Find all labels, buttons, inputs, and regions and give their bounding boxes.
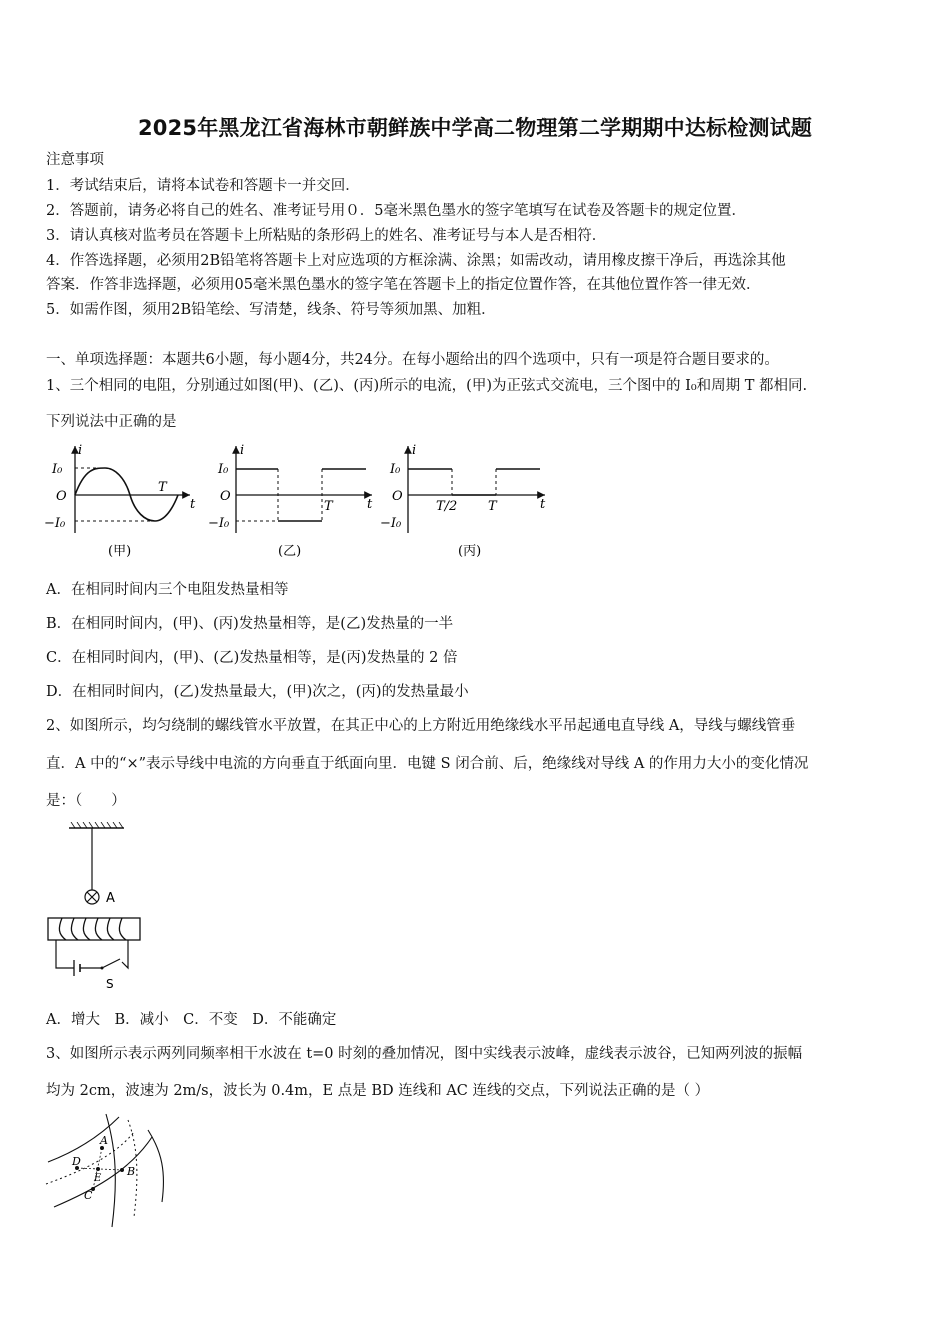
axis-i-label: i: [240, 443, 245, 458]
q3-stem-2: 均为 2cm，波速为 2m/s，波长为 0.4m，E 点是 BD 连线和 AC 连线的交点，下列说法正确的是（ ）: [46, 1083, 710, 1099]
q1-option-a: A．在相同时间内三个电阻发热量相等: [46, 582, 289, 598]
axis-i-label: i: [78, 443, 83, 458]
axis-negI0-label: −I₀: [208, 516, 230, 531]
period-label: T: [158, 480, 167, 495]
q1-option-c: C．在相同时间内，(甲)、(乙)发热量相等，是(丙)发热量的 2 倍: [46, 650, 458, 666]
q2-solenoid-figure: [44, 822, 154, 994]
graph-caption: (乙): [278, 544, 302, 559]
point-e-label: E: [94, 1173, 102, 1184]
axis-i-label: i: [412, 443, 417, 458]
notice-item: 3．请认真核对监考员在答题卡上所粘贴的条形码上的姓名、准考证号与本人是否相符．: [46, 228, 607, 244]
page-title: 2025年黑龙江省海林市朝鲜族中学高二物理第二学期期中达标检测试题: [137, 116, 813, 140]
axis-I0-label: I₀: [52, 462, 63, 477]
q2-stem: 2、如图所示，均匀绕制的螺线管水平放置，在其正中心的上方附近用绝缘线水平吊起通电直导线 A，导线与螺线管垂: [46, 718, 796, 734]
q3-stem: 3、如图所示表示两列同频率相干水波在 t=0 时刻的叠加情况，图中实线表示波峰，虚线表示波谷，已知两列波的振幅: [46, 1046, 803, 1062]
q1-current-graphs: [40, 438, 560, 568]
origin-label: O: [56, 489, 67, 504]
notice-heading: 注意事项: [46, 152, 104, 168]
graph-jia: [44, 443, 196, 559]
q2-options: A．增大 B．减小 C．不变 D．不能确定: [46, 1012, 337, 1028]
graph-yi: [208, 443, 373, 559]
section-heading: 一、单项选择题：本题共6小题，每小题4分，共24分。在每小题给出的四个选项中，只有一项是符合题目要求的。: [46, 352, 779, 368]
wire-label: A: [106, 891, 115, 906]
graph-bing: [380, 443, 546, 559]
point-b-label: B: [127, 1165, 136, 1178]
origin-label: O: [392, 489, 403, 504]
axis-t-label: t: [367, 497, 373, 512]
q1-option-b: B．在相同时间内，(甲)、(丙)发热量相等，是(乙)发热量的一半: [46, 616, 454, 632]
notice-item: 4．作答选择题，必须用2B铅笔将答题卡上对应选项的方框涂满、涂黑；如需改动，请用橡皮擦干净后，再选涂其他: [46, 253, 786, 269]
period-label: T: [324, 499, 333, 514]
notice-item: 5．如需作图，须用2B铅笔绘、写清楚，线条、符号等须加黑、加粗．: [46, 302, 496, 318]
point-a-label: A: [100, 1134, 108, 1147]
origin-label: O: [220, 489, 231, 504]
graph-caption: (甲): [108, 544, 132, 559]
graph-caption: (丙): [458, 544, 482, 559]
q2-stem-2: 直．A 中的“×”表示导线中电流的方向垂直于纸面向里．电键 S 闭合前、后，绝缘线对导线 A 的作用力大小的变化情况: [46, 756, 809, 772]
q1-option-d: D．在相同时间内，(乙)发热量最大，(甲)次之，(丙)的发热量最小: [46, 684, 469, 700]
axis-negI0-label: −I₀: [44, 516, 66, 531]
point-d-label: D: [72, 1155, 81, 1168]
switch-label: S: [106, 977, 114, 991]
notice-item: 1．考试结束后，请将本试卷和答题卡一并交回．: [46, 178, 360, 194]
axis-I0-label: I₀: [218, 462, 229, 477]
point-c-label: C: [84, 1189, 93, 1202]
axis-t-label: t: [190, 497, 196, 512]
axis-negI0-label: −I₀: [380, 516, 402, 531]
axis-t-label: t: [540, 497, 546, 512]
q2-stem-3: 是：（ ）: [46, 793, 126, 809]
q3-wave-figure: [44, 1112, 168, 1236]
q1-stem: 1、三个相同的电阻，分别通过如图(甲)、(乙)、(丙)所示的电流，(甲)为正弦式交流电，三个图中的 I₀和周期 T 都相同.: [46, 378, 808, 394]
notice-item: 答案．作答非选择题，必须用05毫米黑色墨水的签字笔在答题卡上的指定位置作答，在其他位置作答一律无效．: [46, 277, 761, 293]
period-label: T: [488, 499, 497, 514]
notice-item: 2．答题前，请务必将自己的姓名、准考证号用０．5毫米黑色墨水的签字笔填写在试卷及答题卡的规定位置．: [46, 203, 746, 219]
axis-I0-label: I₀: [390, 462, 401, 477]
q1-stem-2: 下列说法中正确的是: [46, 414, 177, 430]
half-period-label: T/2: [436, 499, 458, 514]
